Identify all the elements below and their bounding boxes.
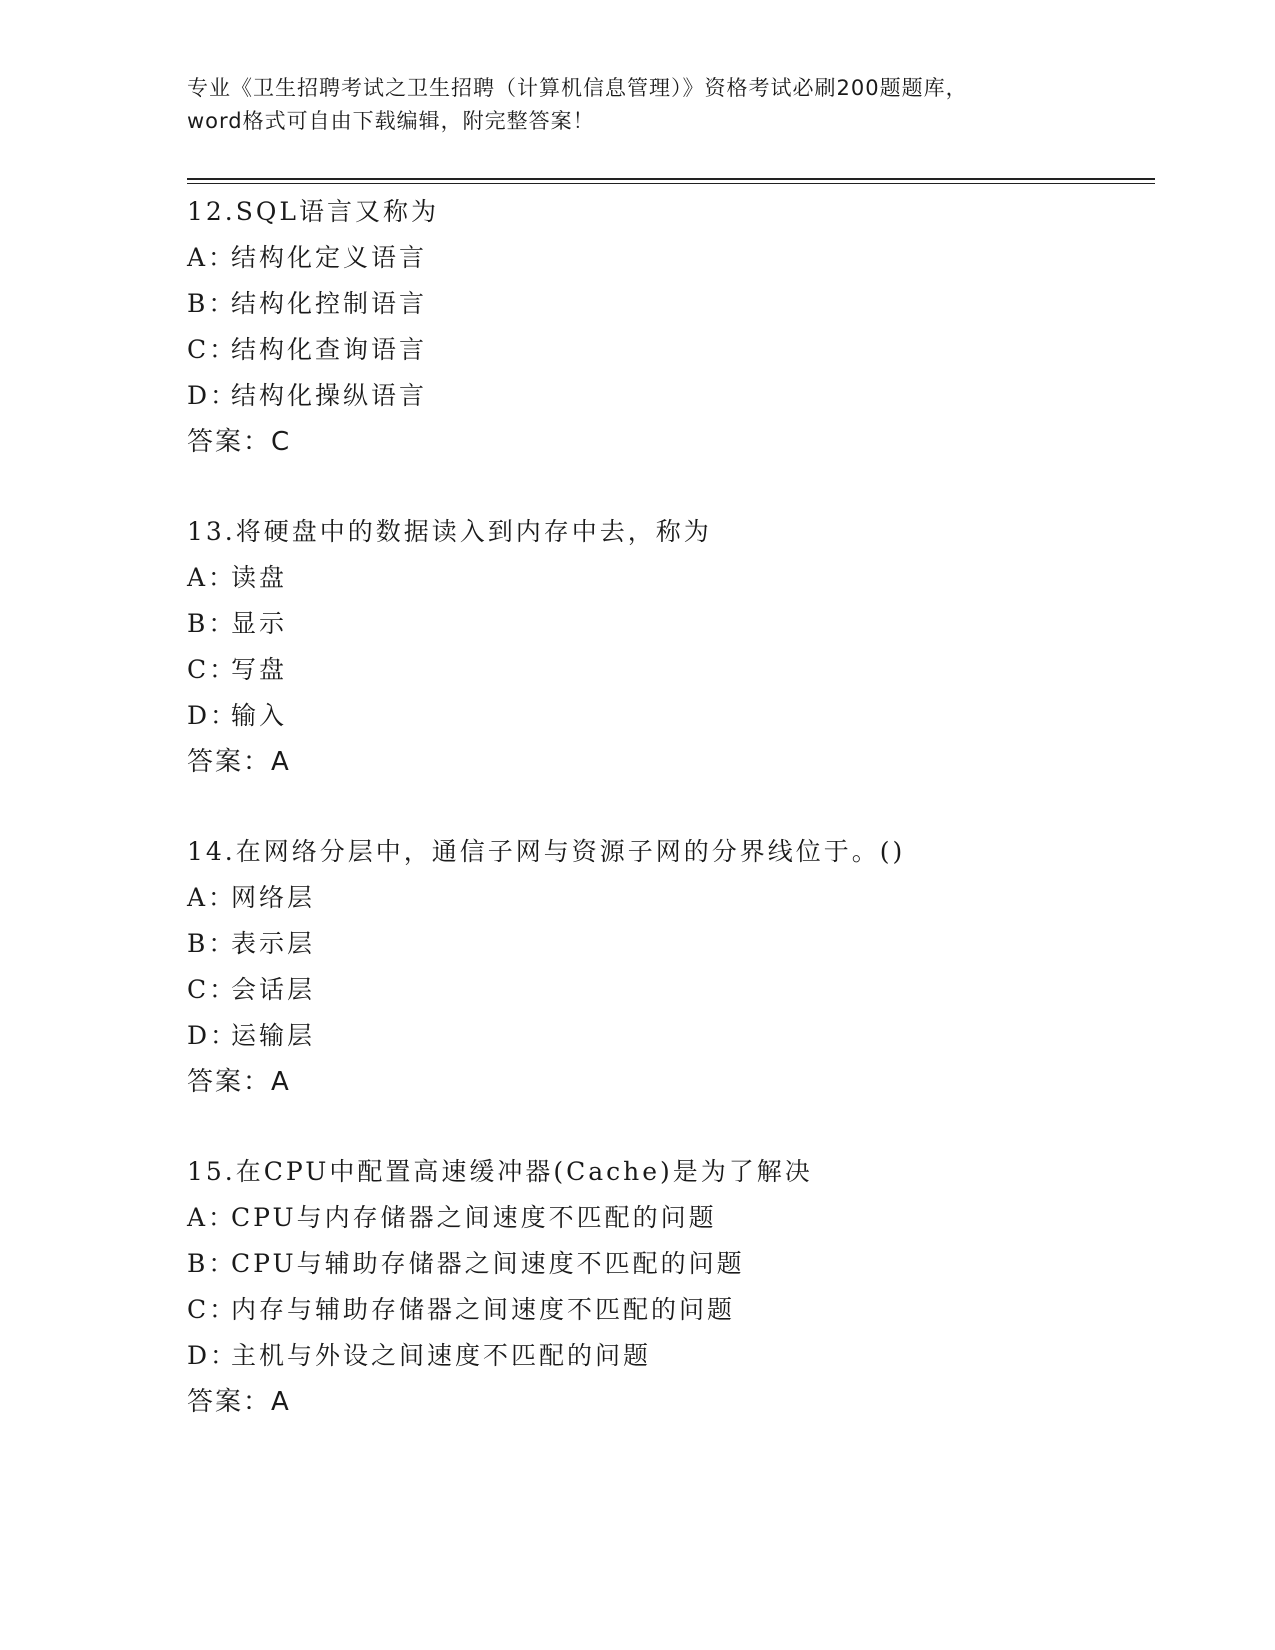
option-a	[187, 555, 1147, 601]
option-c	[187, 1287, 1147, 1333]
option-a	[187, 235, 1147, 281]
question-stem: 13.将硬盘中的数据读入到内存中去，称为	[187, 517, 712, 546]
option-text: 结构化查询语言	[231, 335, 428, 364]
answer: 答案：A	[187, 1387, 291, 1417]
header-divider-thin	[187, 183, 1155, 184]
header-divider-thick	[187, 178, 1155, 180]
option-text: 表示层	[231, 929, 316, 958]
header-line-1: 专业《卫生招聘考试之卫生招聘（计算机信息管理）》资格考试必刷200题题库，	[187, 76, 968, 100]
option-b	[187, 921, 1147, 967]
answer: 答案：C	[187, 427, 292, 457]
question-13	[187, 509, 1147, 785]
option-text: 输入	[231, 701, 288, 730]
option-text: CPU与内存储器之间速度不匹配的问题	[231, 1203, 717, 1232]
option-d	[187, 1333, 1147, 1379]
option-letter: B：	[187, 929, 237, 958]
option-text: 结构化定义语言	[231, 243, 428, 272]
question-stem: 12.SQL语言又称为	[187, 197, 439, 226]
option-letter: D：	[187, 1341, 239, 1370]
option-letter: D：	[187, 381, 239, 410]
document-header	[187, 72, 1087, 138]
option-b	[187, 601, 1147, 647]
header-line-2: word格式可自由下载编辑，附完整答案！	[187, 109, 595, 133]
option-text: 会话层	[231, 975, 316, 1004]
option-text: 内存与辅助存储器之间速度不匹配的问题	[231, 1295, 736, 1324]
option-letter: A：	[187, 243, 237, 272]
question-stem: 15.在CPU中配置高速缓冲器(Cache)是为了解决	[187, 1157, 813, 1186]
question-stem: 14.在网络分层中，通信子网与资源子网的分界线位于。()	[187, 837, 906, 866]
option-letter: A：	[187, 883, 237, 912]
option-d	[187, 373, 1147, 419]
option-text: 读盘	[231, 563, 288, 592]
option-a	[187, 875, 1147, 921]
option-letter: A：	[187, 1203, 237, 1232]
option-text: 结构化操纵语言	[231, 381, 428, 410]
option-d	[187, 1013, 1147, 1059]
option-b	[187, 281, 1147, 327]
answer: 答案：A	[187, 747, 291, 777]
option-text: 结构化控制语言	[231, 289, 428, 318]
option-letter: D：	[187, 701, 239, 730]
option-b	[187, 1241, 1147, 1287]
option-text: CPU与辅助存储器之间速度不匹配的问题	[231, 1249, 745, 1278]
option-letter: C：	[187, 335, 238, 364]
option-text: 网络层	[231, 883, 316, 912]
option-letter: A：	[187, 563, 237, 592]
option-text: 显示	[231, 609, 288, 638]
option-a	[187, 1195, 1147, 1241]
option-letter: C：	[187, 1295, 238, 1324]
option-letter: C：	[187, 975, 238, 1004]
option-text: 主机与外设之间速度不匹配的问题	[231, 1341, 652, 1370]
option-text: 写盘	[231, 655, 288, 684]
option-letter: B：	[187, 1249, 237, 1278]
option-letter: B：	[187, 289, 237, 318]
option-letter: B：	[187, 609, 237, 638]
question-list	[187, 189, 1147, 1469]
question-15	[187, 1149, 1147, 1425]
option-d	[187, 693, 1147, 739]
option-c	[187, 327, 1147, 373]
option-letter: D：	[187, 1021, 239, 1050]
answer: 答案：A	[187, 1067, 291, 1097]
option-c	[187, 647, 1147, 693]
option-text: 运输层	[231, 1021, 316, 1050]
option-letter: C：	[187, 655, 238, 684]
question-14	[187, 829, 1147, 1105]
option-c	[187, 967, 1147, 1013]
question-12	[187, 189, 1147, 465]
